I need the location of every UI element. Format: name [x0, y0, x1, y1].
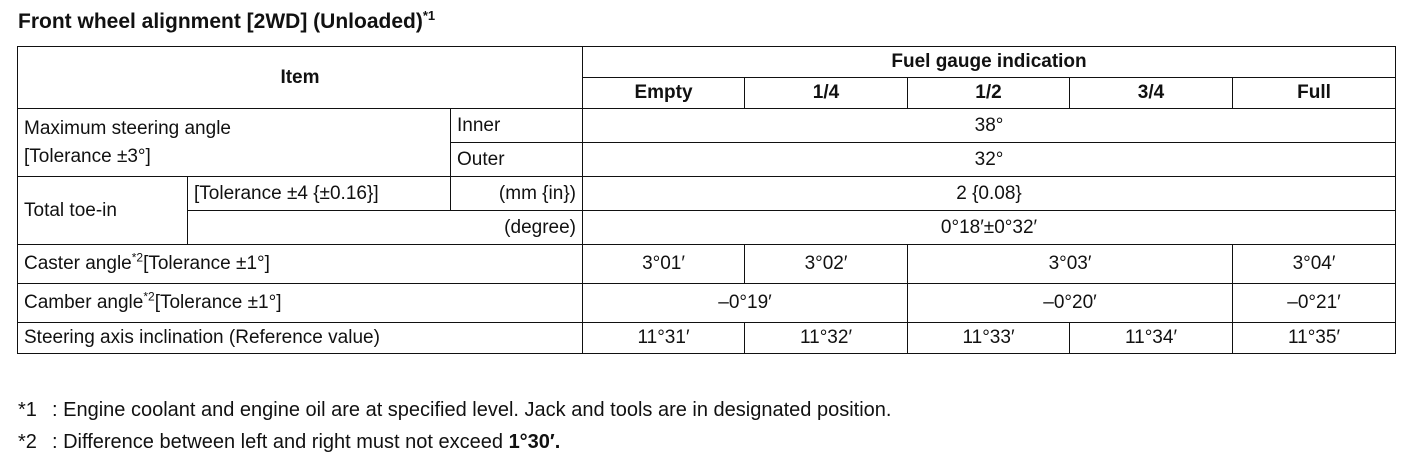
camber-label	[18, 284, 583, 323]
outer-value: 32°	[583, 143, 1396, 177]
toe-in-unit-degree: (degree)	[188, 211, 583, 245]
camber-full: –0°21′	[1233, 284, 1396, 323]
camber-empty-quarter: –0°19′	[583, 284, 908, 323]
footnote-2-bold: 1°30′.	[508, 431, 561, 453]
steering-axis-quarter: 11°32′	[745, 323, 908, 354]
camber-row	[18, 284, 1396, 323]
camber-tolerance: [Tolerance ±1°]	[154, 292, 282, 313]
footnote-2-mark	[18, 426, 52, 458]
camber-label-text: Camber angle	[24, 292, 144, 313]
toe-in-tolerance: [Tolerance ±4 {±0.16}]	[188, 177, 451, 211]
title-note-ref: *1	[422, 8, 436, 23]
toe-in-unit-mm: (mm {in})	[451, 177, 583, 211]
caster-quarter: 3°02′	[745, 245, 908, 284]
caster-label-text: Caster angle	[24, 253, 132, 274]
steering-axis-three-quarter: 11°34′	[1070, 323, 1233, 354]
header-item: Item	[18, 47, 583, 109]
title-text: Front wheel alignment [2WD] (Unloaded)	[18, 10, 423, 33]
header-row-1	[18, 47, 1396, 78]
header-level-quarter: 1/4	[745, 78, 908, 109]
toe-in-value-degree: 0°18′±0°32′	[583, 211, 1396, 245]
max-steering-label-line1: Maximum steering angle	[24, 117, 231, 139]
toe-in-value-mm: 2 {0.08}	[583, 177, 1396, 211]
toe-in-mm-row	[18, 177, 1396, 211]
footnote-1-mark-text: *1	[18, 399, 37, 421]
inner-label: Inner	[451, 109, 583, 143]
toe-in-degree-row	[18, 211, 1396, 245]
caster-note-ref: *2	[131, 250, 144, 265]
footnote-2-text: : Difference between left and right must not exceed	[52, 431, 509, 453]
steering-axis-full: 11°35′	[1233, 323, 1396, 354]
max-steering-inner-row	[18, 109, 1396, 143]
page-title	[18, 8, 435, 34]
steering-axis-half: 11°33′	[908, 323, 1070, 354]
caster-row	[18, 245, 1396, 284]
steering-axis-label: Steering axis inclination (Reference value)	[18, 323, 583, 354]
header-level-three-quarter: 3/4	[1070, 78, 1233, 109]
footnotes	[18, 394, 891, 458]
caster-label	[18, 245, 583, 284]
caster-empty: 3°01′	[583, 245, 745, 284]
caster-half-three-quarter: 3°03′	[908, 245, 1233, 284]
header-fuel-gauge: Fuel gauge indication	[583, 47, 1396, 78]
inner-value: 38°	[583, 109, 1396, 143]
footnote-2-mark-text: *2	[18, 431, 37, 453]
footnote-1-mark	[18, 394, 52, 426]
steering-axis-row	[18, 323, 1396, 354]
outer-label: Outer	[451, 143, 583, 177]
header-level-empty: Empty	[583, 78, 745, 109]
footnote-1-text: : Engine coolant and engine oil are at specified level. Jack and tools are in designated position.	[52, 399, 892, 421]
caster-full: 3°04′	[1233, 245, 1396, 284]
camber-note-ref: *2	[143, 289, 155, 304]
alignment-table	[17, 46, 1396, 354]
camber-half-three-quarter: –0°20′	[908, 284, 1233, 323]
header-level-full: Full	[1233, 78, 1396, 109]
caster-tolerance: [Tolerance ±1°]	[143, 253, 270, 274]
toe-in-label: Total toe-in	[18, 177, 188, 245]
footnote-2	[18, 426, 891, 458]
footnote-1	[18, 394, 891, 426]
max-steering-label-line2: [Tolerance ±3°]	[24, 145, 151, 167]
max-steering-label	[18, 109, 451, 177]
steering-axis-empty: 11°31′	[583, 323, 745, 354]
header-level-half: 1/2	[908, 78, 1070, 109]
